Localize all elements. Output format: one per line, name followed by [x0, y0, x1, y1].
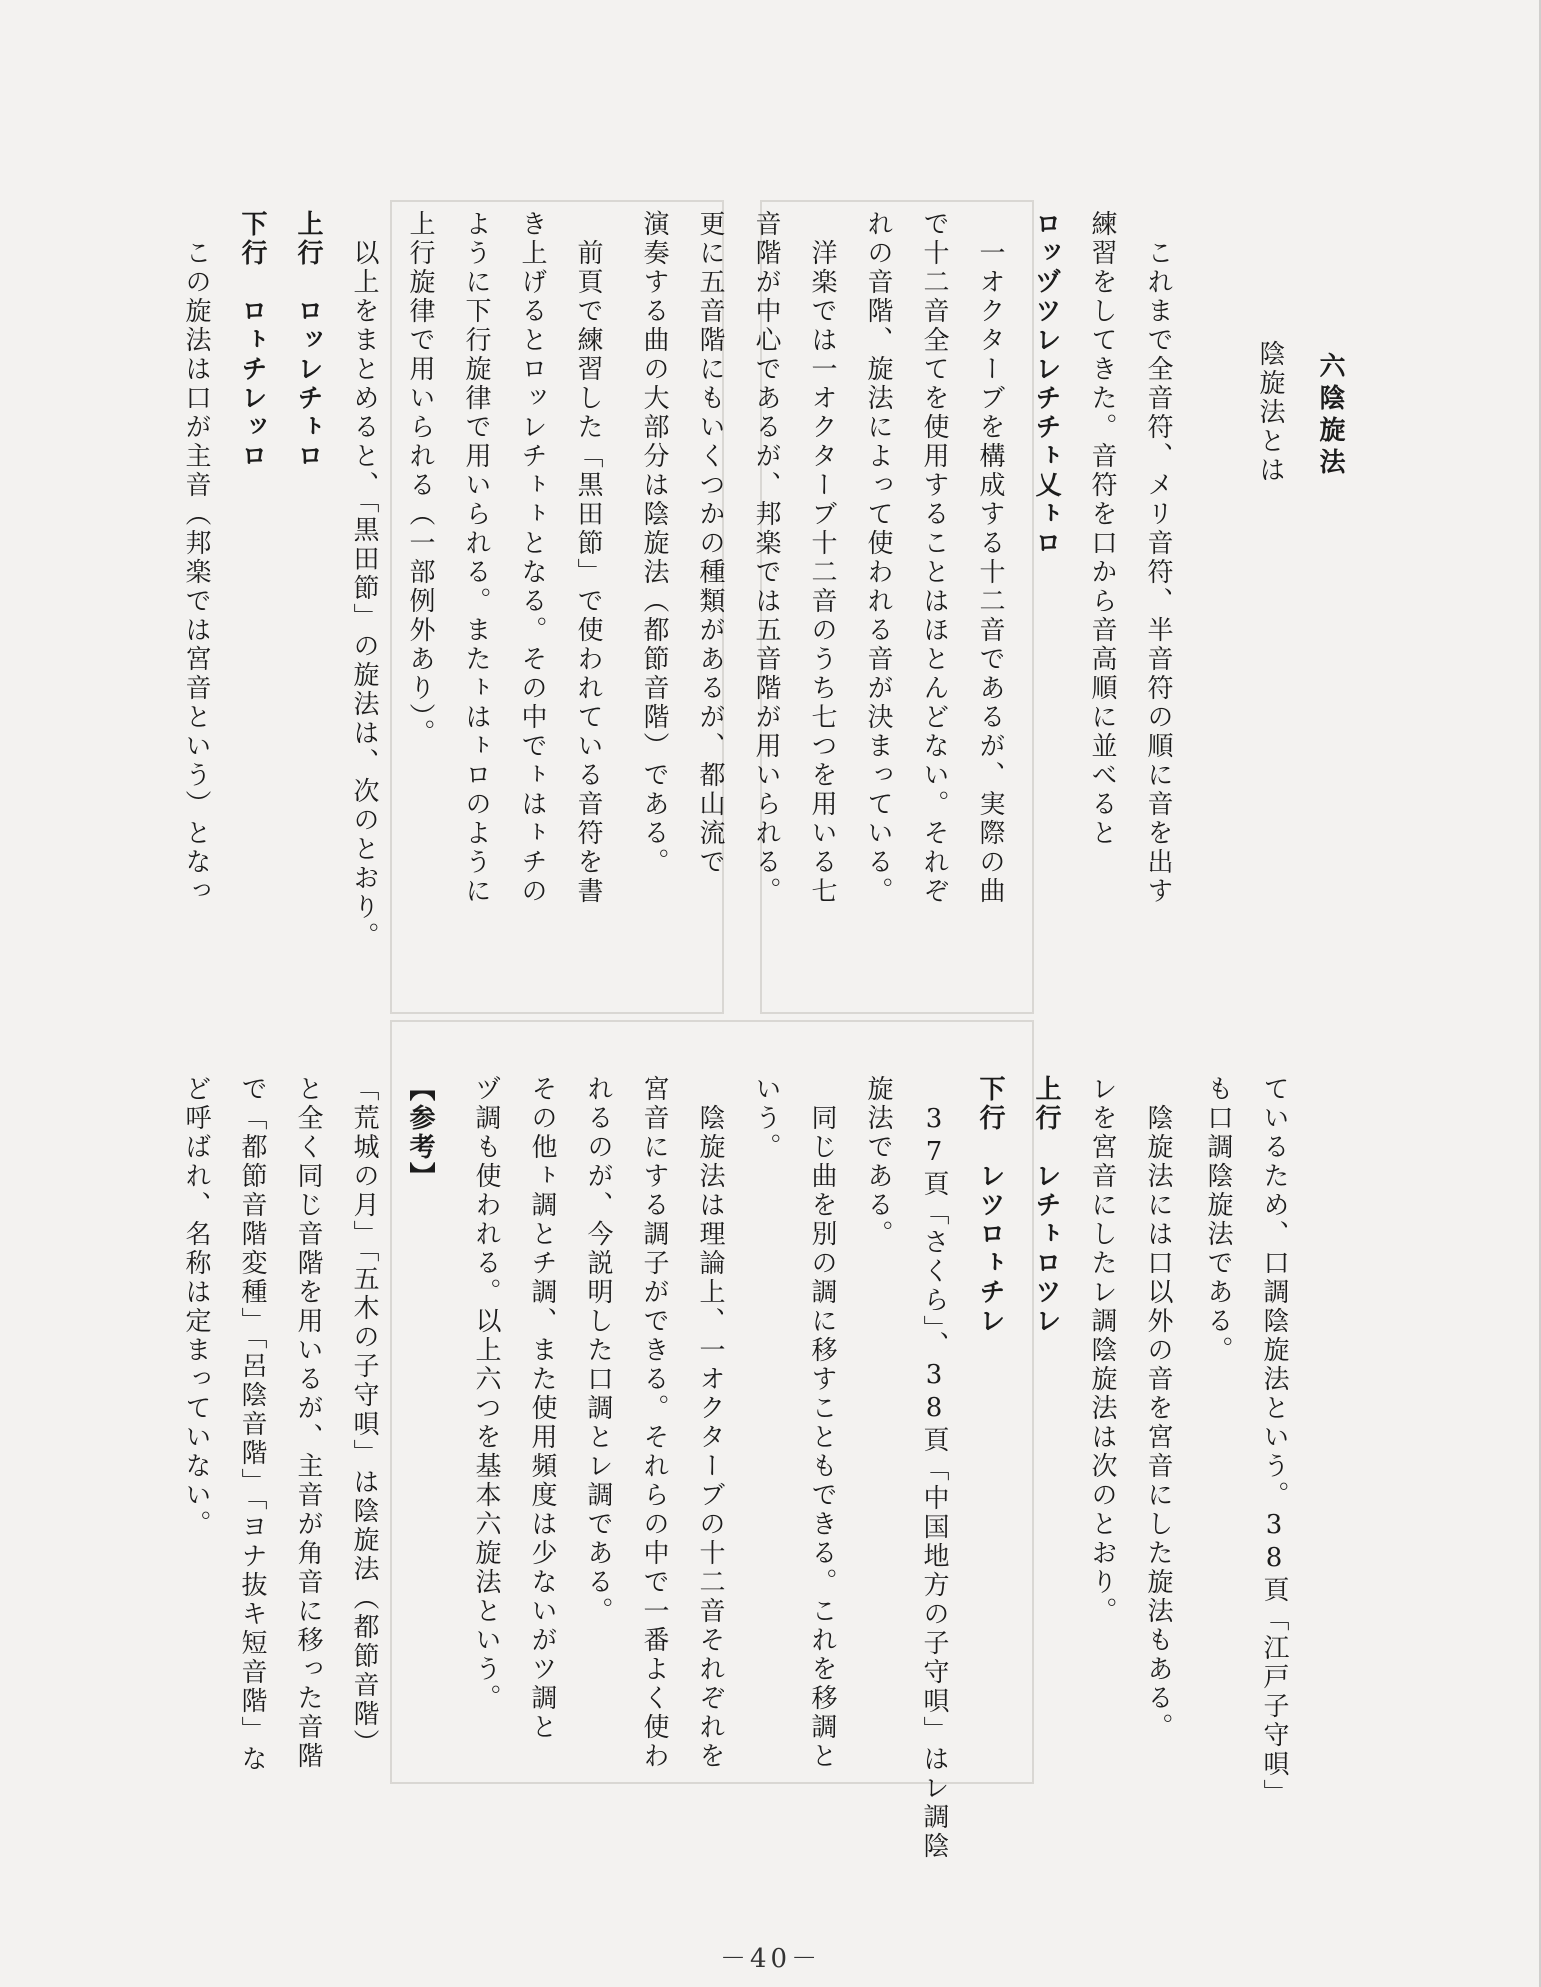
- lower-line: 陰旋法は理論上、一オクターブの十二音それぞれを: [695, 1075, 725, 1771]
- upper-line: 音階が中心であるが、邦楽では五音階が用いられる。: [751, 210, 781, 906]
- upper-notation-line: ロッヅツレレチチㇳ乂ㇳロ: [1031, 210, 1061, 558]
- lower-line: れるのが、今説明した口調とレ調である。: [583, 1075, 613, 1626]
- lower-line: 旋法である。: [863, 1075, 893, 1249]
- subheading: 陰旋法とは: [1255, 340, 1285, 485]
- page-number: －40－: [720, 1944, 822, 1974]
- lower-line: も口調陰旋法である。: [1203, 1075, 1233, 1365]
- upper-line: 一オクターブを構成する十二音であるが、実際の曲: [975, 210, 1005, 906]
- lower-notation-line: 上行 レチㇳロツレ: [1031, 1075, 1061, 1336]
- upper-notation-line: 下行 ロㇳチレッロ: [237, 210, 267, 471]
- upper-line: これまで全音符、メリ音符、半音符の順に音を出す: [1143, 210, 1173, 906]
- section-title: 陰旋法: [1315, 384, 1345, 480]
- upper-line: れの音階、旋法によって使われる音が決まっている。: [863, 210, 893, 906]
- reference-heading: 【参考】: [405, 1075, 435, 1191]
- lower-line: 宮音にする調子ができる。それらの中で一番よく使わ: [639, 1075, 669, 1771]
- upper-line: で十二音全てを使用することはほとんどない。それぞ: [919, 210, 949, 906]
- upper-line: 洋楽では一オクターブ十二音のうち七つを用いる七: [807, 210, 837, 906]
- section-number: 六: [1315, 352, 1345, 384]
- upper-line: 練習をしてきた。音符を口から音高順に並べると: [1087, 210, 1117, 848]
- lower-line: ているため、口調陰旋法という。38頁「江戸子守唄」: [1259, 1075, 1289, 1808]
- lower-line: ど呼ばれ、名称は定まっていない。: [181, 1075, 211, 1539]
- upper-line: この旋法は口が主音（邦楽では宮音という）となっ: [181, 210, 211, 906]
- lower-line: で「都節音階変種」「呂陰音階」「ヨナ抜キ短音階」な: [237, 1075, 267, 1774]
- lower-line: ヅ調も使われる。以上六つを基本六旋法という。: [471, 1075, 501, 1713]
- upper-line: 更に五音階にもいくつかの種類があるが、都山流で: [695, 210, 725, 877]
- upper-line: き上げるとロッレチㇳㇳとなる。その中でㇳはㇳチの: [517, 210, 547, 906]
- upper-line: 以上をまとめると、「黒田節」の旋法は、次のとおり。: [349, 210, 379, 951]
- upper-notation-line: 上行 ロッレチㇳロ: [293, 210, 323, 471]
- upper-line: 前頁で練習した「黒田節」で使われている音符を書: [573, 210, 603, 906]
- upper-line: 演奏する曲の大部分は陰旋法（都節音階）である。: [639, 210, 669, 877]
- lower-line: いう。: [751, 1075, 781, 1162]
- lower-line: その他ㇳ調とチ調、また使用頻度は少ないがツ調と: [527, 1075, 557, 1742]
- upper-line: ように下行旋律で用いられる。またㇳはㇳロのように: [461, 210, 491, 906]
- lower-line: レを宮音にしたレ調陰旋法は次のとおり。: [1087, 1075, 1117, 1626]
- lower-line: 陰旋法には口以外の音を宮音にした旋法もある。: [1143, 1075, 1173, 1742]
- lower-line: 37頁「さくら」、38頁「中国地方の子守唄」はレ調陰: [919, 1075, 949, 1861]
- lower-notation-line: 下行 レツロㇳチレ: [975, 1075, 1005, 1336]
- lower-line: 「荒城の月」「五木の子守唄」は陰旋法（都節音階）: [349, 1075, 379, 1758]
- lower-line: 同じ曲を別の調に移すこともできる。これを移調と: [807, 1075, 837, 1771]
- lower-line: と全く同じ音階を用いるが、主音が角音に移った音階: [293, 1075, 323, 1771]
- upper-line: 上行旋律で用いられる（一部例外あり）。: [405, 210, 435, 748]
